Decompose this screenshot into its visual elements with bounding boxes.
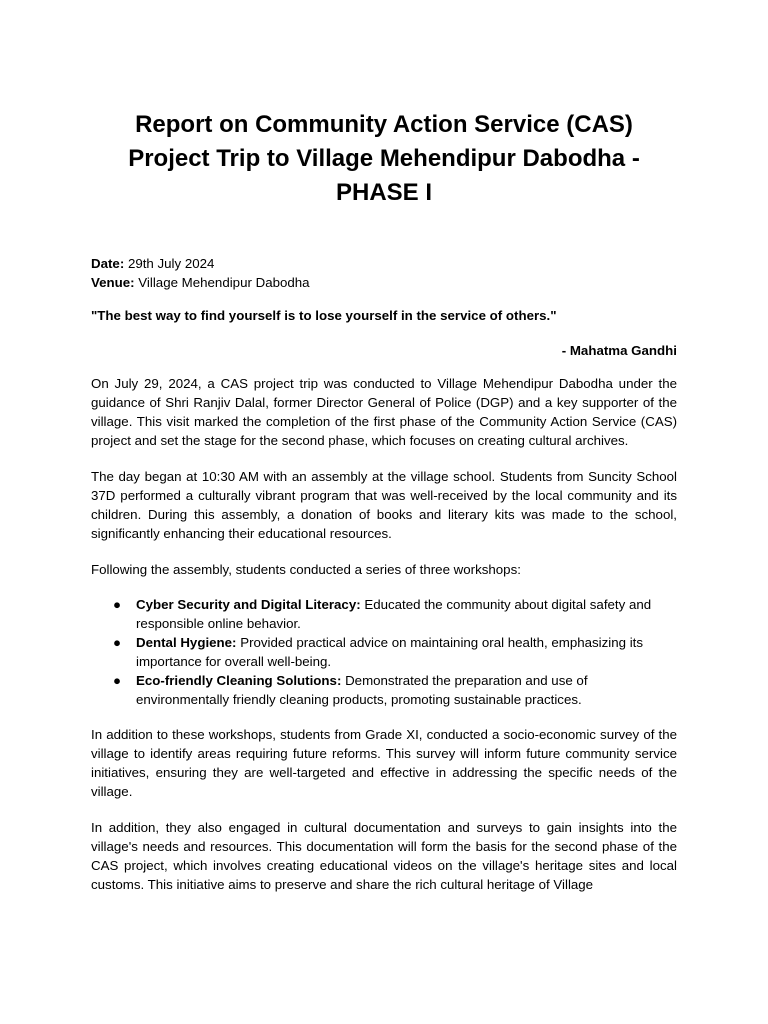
workshop-text: Educated the community about digital safety and responsible online behavior. — [136, 597, 652, 631]
venue-value: Village Mehendipur Dabodha — [134, 275, 310, 290]
date-value: 29th July 2024 — [124, 256, 215, 271]
title-line: Project Trip to Village Mehendipur Dabodha - — [128, 145, 640, 172]
paragraph: On July 29, 2024, a CAS project trip was conducted to Village Mehendipur Dabodha under the guidance of Shri Ranjiv Dalal, former Director General of Police (DGP) and a key supporter of the village. This visit marked the completion of the first phase of the Community Action Service (CAS) project and set the stage for the second phase, which focuses on creating cultural archives. — [91, 376, 677, 448]
list-item — [91, 671, 677, 709]
paragraph: In addition to these workshops, students from Grade XI, conducted a socio-economic survey of the village to identify areas requiring future reforms. This survey will inform future community service initiatives, ensuring they are well-targeted and effective in addressing the specific needs of the village. — [91, 727, 677, 799]
workshop-text: Provided practical advice on maintaining oral health, emphasizing its importance for overall well-being. — [136, 635, 644, 669]
title-line: Report on Community Action Service (CAS) — [135, 111, 633, 138]
report-title — [91, 108, 677, 210]
quote: "The best way to find yourself is to lose yourself in the service of others." — [91, 308, 557, 323]
paragraph: In addition, they also engaged in cultural documentation and surveys to gain insights into the village's needs and resources. This documentation will form the basis for the second phase of the CAS project, which involves creating educational videos on the village's heritage sites and local customs. This initiative aims to preserve and share the rich cultural heritage of Village — [91, 820, 677, 892]
workshop-name: Eco-friendly Cleaning Solutions: — [136, 673, 342, 688]
venue-line — [91, 273, 310, 292]
workshop-text: Demonstrated the preparation and use of environmentally friendly cleaning products, promoting sustainable practices. — [136, 673, 588, 707]
workshop-name: Cyber Security and Digital Literacy: — [136, 597, 361, 612]
title-line: PHASE I — [335, 179, 433, 206]
bullet-icon: ● — [113, 597, 122, 612]
list-item — [91, 633, 677, 671]
list-item — [91, 595, 677, 633]
paragraph: The day began at 10:30 AM with an assembly at the village school. Students from Suncity School 37D performed a culturally vibrant program that was well-received by the local community and its children. During this assembly, a donation of books and literary kits was made to the school, significantly enhancing their educational resources. — [91, 469, 677, 541]
venue-label: Venue: — [91, 275, 135, 290]
workshop-name: Dental Hygiene: — [136, 635, 237, 650]
date-line — [91, 254, 310, 273]
bullet-icon: ● — [113, 635, 122, 650]
report-body — [91, 374, 677, 911]
report-meta — [91, 254, 310, 292]
paragraph: Following the assembly, students conducted a series of three workshops: — [91, 562, 521, 577]
quote-author: - Mahatma Gandhi — [561, 343, 677, 358]
date-label: Date: — [91, 256, 125, 271]
bullet-icon: ● — [113, 673, 122, 688]
workshop-list — [91, 595, 677, 709]
